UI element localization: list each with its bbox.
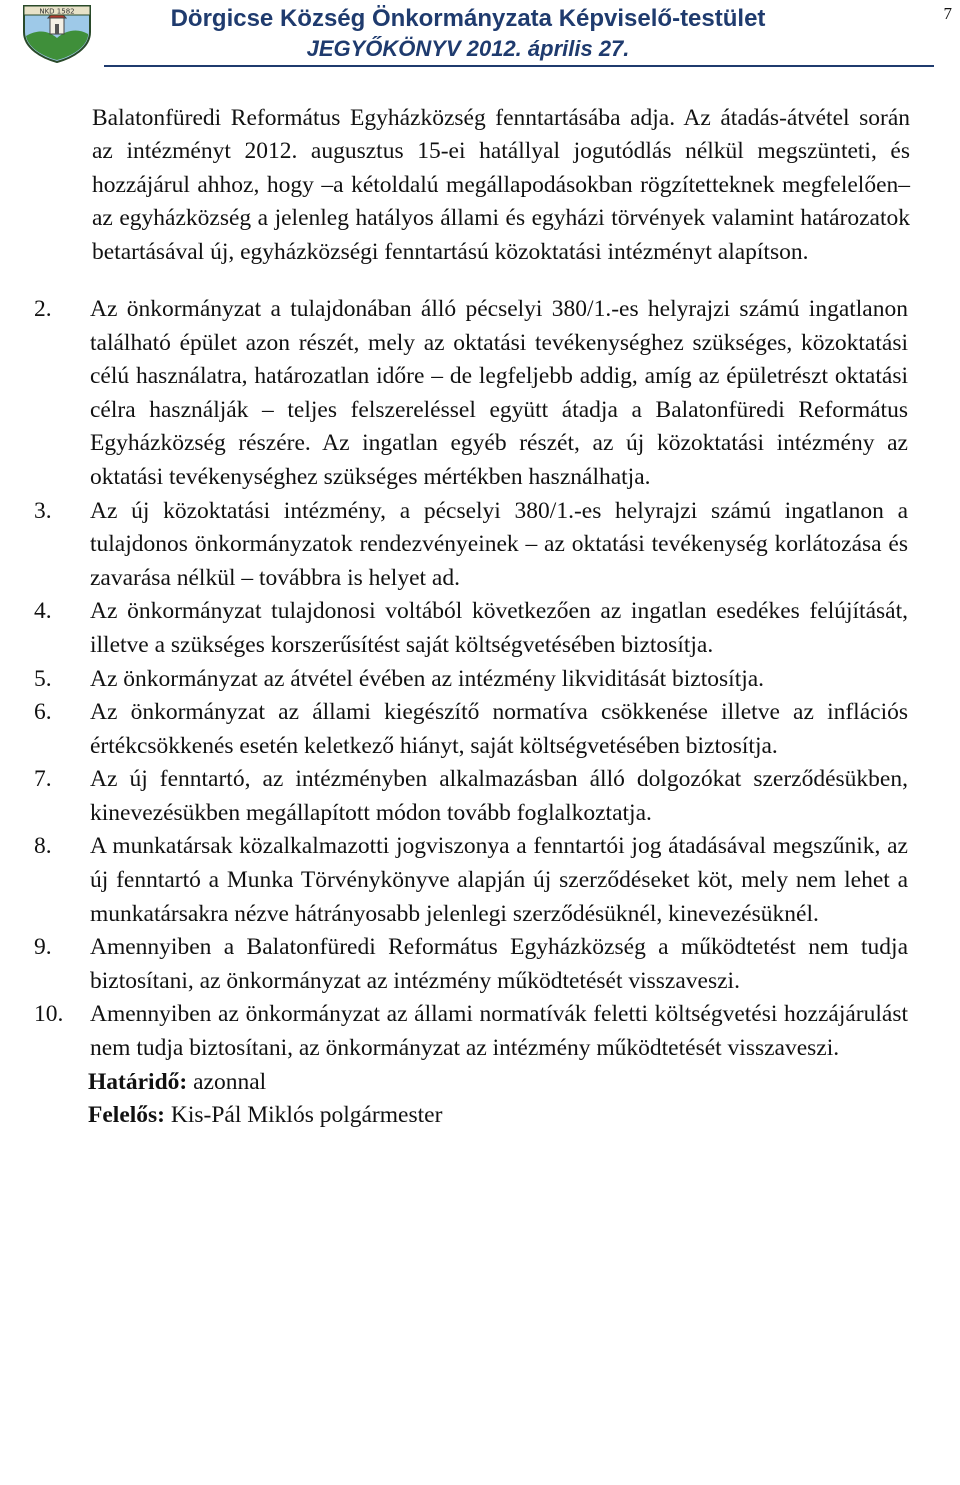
page-header (0, 0, 960, 70)
list-item-text: Amennyiben a Balatonfüredi Református Egyházközség a működtetést nem tudja biztosítani, az önkormányzat az intézmény működtetését visszaveszi. (90, 934, 908, 994)
responsible-label: Felelős: (88, 1102, 165, 1129)
paragraph-continuation: Balatonfüredi Református Egyházközség fenntartásába adja. Az átadás-átvétel során az intézményt 2012. augusztus 15-ei hatállyal jogutódlás nélkül megszünteti, és hozzájárul ahhoz, hogy –a kétoldalú megállapodásokban rögzítetteknek megfelelően– az egyházközség a jelenleg hatályos állami és egyházi törvények valamint határozatok betartásával új, egyházközségi fenntartású közoktatási intézményt alapítson. (92, 104, 910, 265)
responsible-line (0, 1099, 960, 1133)
document-title: Dörgicse Község Önkormányzata Képviselő-testület (170, 5, 766, 32)
coat-of-arms-icon (20, 2, 94, 64)
list-item-text: Az önkormányzat a tulajdonában álló pécselyi 380/1.-es helyrajzi számú ingatlanon található épület azon részét, mely az oktatási tevékenységhez szükséges, közoktatási célú használatra, határozatlan időre – de legfeljebb addig, amíg az épületrészt oktatási célra használják – teljes felszereléssel együtt átadja a Balatonfüredi Református Egyházközség részére. Az ingatlan egyéb részét, az új közoktatási intézmény az oktatási tevékenységhez szükséges mértékben használhatja. (90, 295, 908, 490)
document-subtitle: JEGYŐKÖNYV 2012. április 27. (306, 36, 630, 61)
list-item (0, 595, 960, 662)
responsible-value: Kis-Pál Miklós polgármester (170, 1102, 443, 1129)
crest-lettering: NKD 1582 (39, 7, 75, 16)
header-divider (104, 65, 934, 67)
list-item (0, 830, 960, 931)
list-item-text: Az új fenntartó, az intézményben alkalmazásban álló dolgozókat szerződésükben, kinevezésükben megállapított módon tovább foglalkoztatja. (90, 766, 908, 826)
list-item (0, 931, 960, 998)
list-item (0, 663, 960, 697)
list-item-text: Amennyiben az önkormányzat az állami normatívák feletti költségvetési hozzájárulást nem tudja biztosítani, az önkormányzat az intézmény működtetését visszaveszi. (90, 1001, 908, 1062)
deadline-line (0, 1066, 960, 1100)
list-item (0, 998, 960, 1065)
list-item-number: 10. (34, 1001, 64, 1028)
list-item-number: 9. (34, 934, 52, 961)
deadline-value: azonnal (193, 1068, 267, 1095)
page-number: 7 (943, 4, 952, 23)
list-item (0, 696, 960, 763)
list-item-number: 7. (34, 766, 52, 793)
list-item-text: Az új közoktatási intézmény, a pécselyi 380/1.-es helyrajzi számú ingatlanon a tulajdonos önkormányzatok rendezvényeinek – az oktatási tevékenység korlátozása és zavarása nélkül – továbbra is helyet ad. (90, 497, 908, 591)
list-item-text: Az önkormányzat az állami kiegészítő normatíva csökkenése illetve az inflációs értékcsökkenés esetén keletkező hiányt, saját költségvetésében biztosítja. (90, 699, 908, 759)
document-body (0, 78, 960, 1133)
list-item-number: 6. (34, 699, 52, 726)
list-item-number: 2. (34, 295, 52, 322)
list-item (0, 293, 960, 495)
list-item (0, 763, 960, 830)
deadline-label: Határidő: (88, 1068, 188, 1095)
list-item-number: 5. (34, 665, 52, 692)
list-item-text: Az önkormányzat az átvétel évében az intézmény likviditását biztosítja. (90, 665, 765, 692)
list-item-text: Az önkormányzat tulajdonosi voltából következően az ingatlan esedékes felújítását, illetve a szükséges korszerűsítést saját költségvetésében biztosítja. (90, 598, 908, 658)
list-item-number: 8. (34, 833, 52, 860)
list-item-text: A munkatársak közalkalmazotti jogviszonya a fenntartói jog átadásával megszűnik, az új fenntartó a Munka Törvénykönyve alapján új szerződéseket köt, mely nem lehet a munkatársakra nézve hátrányosabb jelenlegi szerződésüknél, kinevezésüknél. (90, 833, 908, 927)
list-item-number: 3. (34, 497, 52, 524)
list-item-number: 4. (34, 598, 52, 625)
list-item (0, 495, 960, 596)
